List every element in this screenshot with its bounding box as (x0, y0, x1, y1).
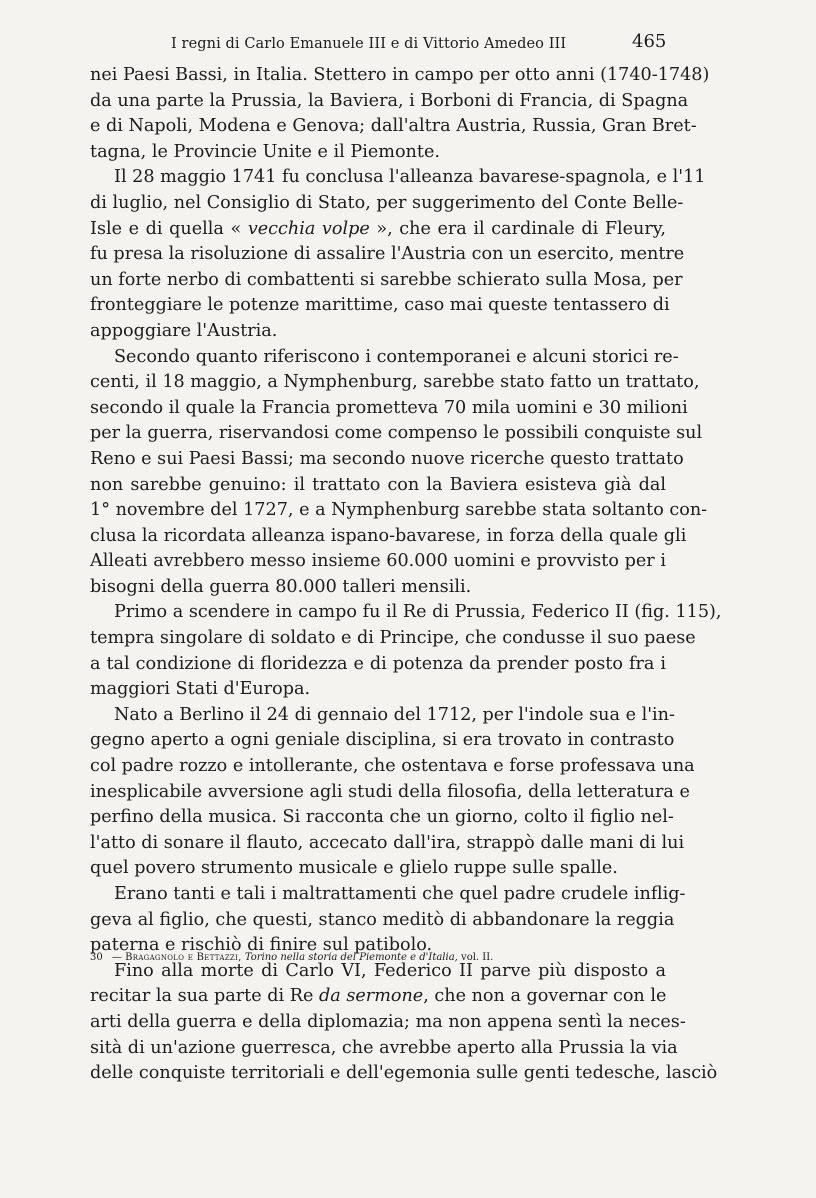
text-line: da una parte la Prussia, la Baviera, i Borboni di Francia, di Spagna (90, 90, 689, 111)
text-line: 1° novembre del 1727, e a Nymphenburg sarebbe stata soltanto con- (90, 500, 708, 521)
footnote-number: 30 (90, 952, 103, 963)
text-line: delle conquiste territoriali e dell'egemonia sulle genti tedesche, lasciò (90, 1063, 718, 1084)
text-line: nei Paesi Bassi, in Italia. Stettero in campo per otto anni (1740-1748) (90, 65, 710, 85)
italic-phrase: vecchia volpe (247, 218, 370, 239)
running-title: I regni di Carlo Emanuele III e di Vittorio Amedeo III (171, 36, 567, 52)
text-line: un forte nerbo di combattenti si sarebbe schierato sulla Mosa, per (90, 269, 683, 290)
body-text (90, 63, 722, 1087)
text-line: Alleati avrebbero messo insieme 60.000 uomini e provvisto per i (90, 551, 666, 572)
text-line: di luglio, nel Consiglio di Stato, per suggerimento del Conte Belle- (90, 192, 684, 213)
text-line: geva al figlio, che questi, stanco meditò di abbandonare la reggia (90, 909, 675, 930)
text-line: a tal condizione di floridezza e di potenza da prender posto fra i (90, 653, 666, 674)
text-line: Secondo quanto riferiscono i contemporanei e alcuni storici re- (114, 346, 679, 367)
footnote-authors: Bragagnolo e Bettazzi, (125, 952, 242, 963)
text-line: appoggiare l'Austria. (90, 320, 278, 341)
text-line: l'atto di sonare il flauto, accecato dall'ira, strappò dalle mani di lui (90, 832, 685, 853)
text-line: quel povero strumento musicale e glielo ruppe sulle spalle. (90, 858, 618, 879)
text-line: perfino della musica. Si racconta che un giorno, colto il figlio nel- (90, 807, 674, 828)
footnote (90, 952, 493, 963)
text-line: fronteggiare le potenze marittime, caso mai queste tentassero di (90, 295, 670, 316)
page-number: 465 (632, 31, 667, 52)
text-line: centi, il 18 maggio, a Nymphenburg, sarebbe stato fatto un trattato, (90, 372, 700, 393)
italic-phrase: da sermone (319, 986, 424, 1007)
text-line: Isle e di quella « vecchia volpe », che era il cardinale di Fleury, (90, 218, 666, 239)
text-line: Primo a scendere in campo fu il Re di Prussia, Federico II (fig. 115), (114, 602, 722, 623)
text-line: arti della guerra e della diplomazia; ma non appena sentì la neces- (90, 1011, 686, 1032)
text-line: e di Napoli, Modena e Genova; dall'altra Austria, Russia, Gran Bret- (90, 116, 697, 137)
text-line: Nato a Berlino il 24 di gennaio del 1712, per l'indole sua e l'in- (114, 704, 675, 725)
text-line: Erano tanti e tali i maltrattamenti che quel padre crudele inflig- (114, 884, 686, 904)
text-line: col padre rozzo e intollerante, che ostentava e forse professava una (90, 756, 695, 777)
text-line: fu presa la risoluzione di assalire l'Austria con un esercito, mentre (90, 244, 685, 265)
text-line: bisogni della guerra 80.000 talleri mensili. (90, 576, 472, 597)
text-line: secondo il quale la Francia prometteva 70 mila uomini e 30 milioni (90, 397, 688, 418)
text-line: maggiori Stati d'Europa. (90, 679, 311, 700)
text-line: Reno e sui Paesi Bassi; ma secondo nuove ricerche questo trattato (90, 448, 684, 469)
text-line: sità di un'azione guerresca, che avrebbe aperto alla Prussia la via (90, 1037, 678, 1058)
text-line: tempra singolare di soldato e di Principe, che condusse il suo paese (90, 628, 696, 649)
text-line: inesplicabile avversione agli studi della filosofia, della letteratura e (90, 781, 690, 802)
footnote-dash: — (111, 952, 122, 963)
text-line: tagna, le Provincie Unite e il Piemonte. (90, 141, 440, 162)
text-line: Il 28 maggio 1741 fu conclusa l'alleanza bavarese-spagnola, e l'11 (114, 167, 706, 188)
text-line: non sarebbe genuino: il trattato con la Baviera esisteva già dal (90, 474, 666, 495)
text-line: recitar la sua parte di Re da sermone, che non a governar con le (90, 986, 667, 1007)
footnote-volume: vol. II. (461, 952, 494, 963)
text-line: Fino alla morte di Carlo VI, Federico II parve più disposto a (114, 960, 666, 981)
text-line: clusa la ricordata alleanza ispano-bavarese, in forza della quale gli (90, 525, 687, 546)
text-line: gegno aperto a ogni geniale disciplina, si era trovato in contrasto (90, 730, 675, 751)
text-line: per la guerra, riservandosi come compenso le possibili conquiste sul (90, 423, 703, 444)
text-line: paterna e rischiò di finire sul patibolo. (90, 935, 433, 956)
footnote-title: Torino nella storia del Piemonte e d'Italia, (244, 952, 458, 963)
